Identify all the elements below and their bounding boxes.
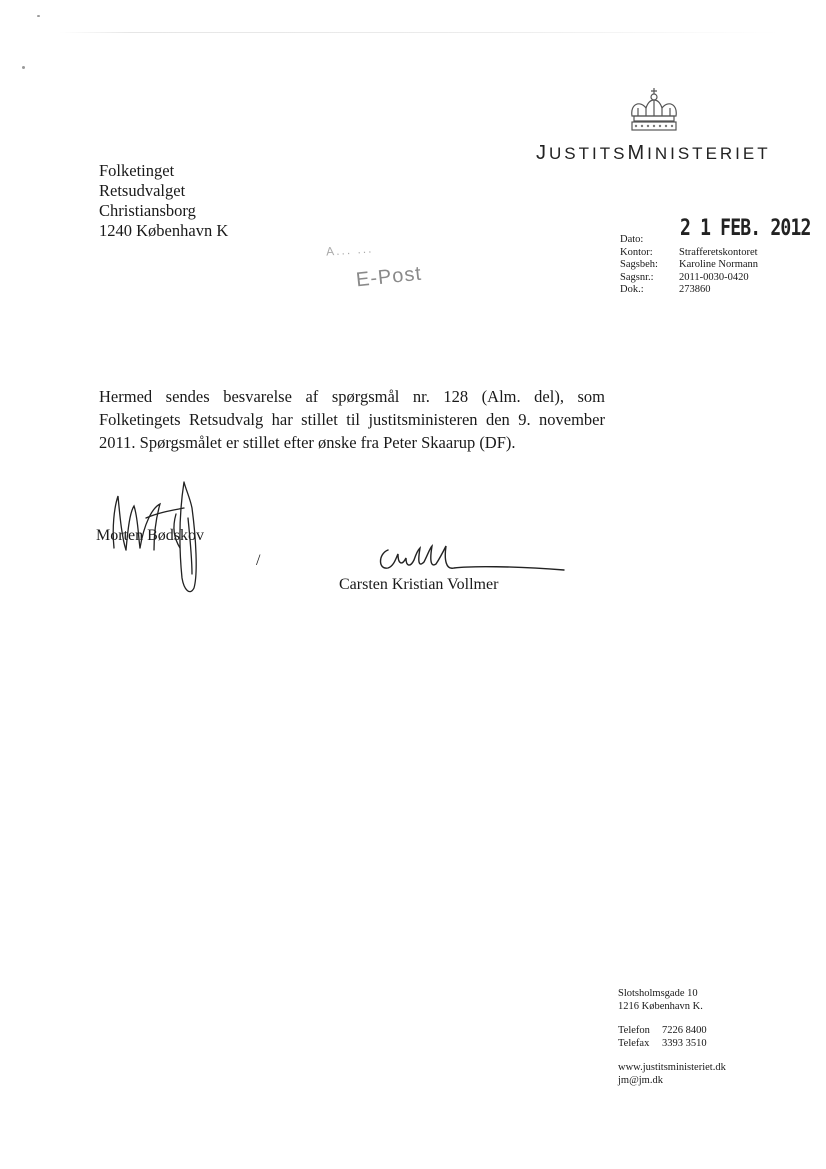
email-link[interactable]: jm@jm.dk xyxy=(618,1074,663,1086)
footer-contact xyxy=(618,988,726,1087)
scan-line xyxy=(60,32,780,33)
recipient-line: Folketinget xyxy=(99,161,175,180)
meta-label: Sagsbeh: xyxy=(620,259,658,270)
phone-number: 7226 8400 xyxy=(662,1025,707,1036)
scan-speck xyxy=(22,66,25,69)
case-metadata xyxy=(620,234,758,297)
signer-1-name: Morten Bødskov xyxy=(96,527,204,544)
footer-street: Slotsholmsgade 10 xyxy=(618,988,698,999)
footer-city: 1216 København K. xyxy=(618,1000,703,1012)
signer-2-name: Carsten Kristian Vollmer xyxy=(339,576,499,593)
meta-label: Dok.: xyxy=(620,284,644,295)
recipient-line: 1240 København K xyxy=(99,221,229,240)
scan-speck xyxy=(37,15,40,17)
fax-number: 3393 3510 xyxy=(662,1037,707,1049)
faded-stamp-text: A... ... xyxy=(325,241,374,259)
date-stamp: 2 1 FEB. 2012 xyxy=(680,216,811,241)
meta-value: Karoline Normann xyxy=(679,259,759,270)
signature-1-image xyxy=(100,478,230,602)
signature-separator: / xyxy=(256,552,261,569)
meta-label: Sagsnr.: xyxy=(620,271,654,283)
website-link[interactable]: www.justitsministeriet.dk xyxy=(618,1062,726,1073)
letter-body: Hermed sendes besvarelse af spørgsmål nr. 128 (Alm. del), som Folketingets Retsudvalg har stillet til justitsministeren den 9. november 2011. Spørgsmålet er stillet efter ønske fra Peter Skaarup (DF). xyxy=(99,387,605,452)
ministry-name: JUSTITSMINISTERIET xyxy=(536,142,771,164)
e-post-stamp: E-Post xyxy=(354,262,423,292)
meta-label: Kontor: xyxy=(620,246,653,258)
meta-value: Strafferetskontoret xyxy=(679,246,758,258)
recipient-line: Christiansborg xyxy=(99,201,196,220)
meta-value: 2011-0030-0420 xyxy=(679,271,749,283)
fax-label: Telefax xyxy=(618,1037,650,1049)
recipient-line: Retsudvalget xyxy=(99,181,186,200)
recipient-address xyxy=(99,161,228,241)
phone-label: Telefon xyxy=(618,1025,650,1036)
royal-crown-icon xyxy=(626,86,682,134)
date-label: Dato: xyxy=(620,234,644,245)
meta-value: 273860 xyxy=(679,284,711,295)
